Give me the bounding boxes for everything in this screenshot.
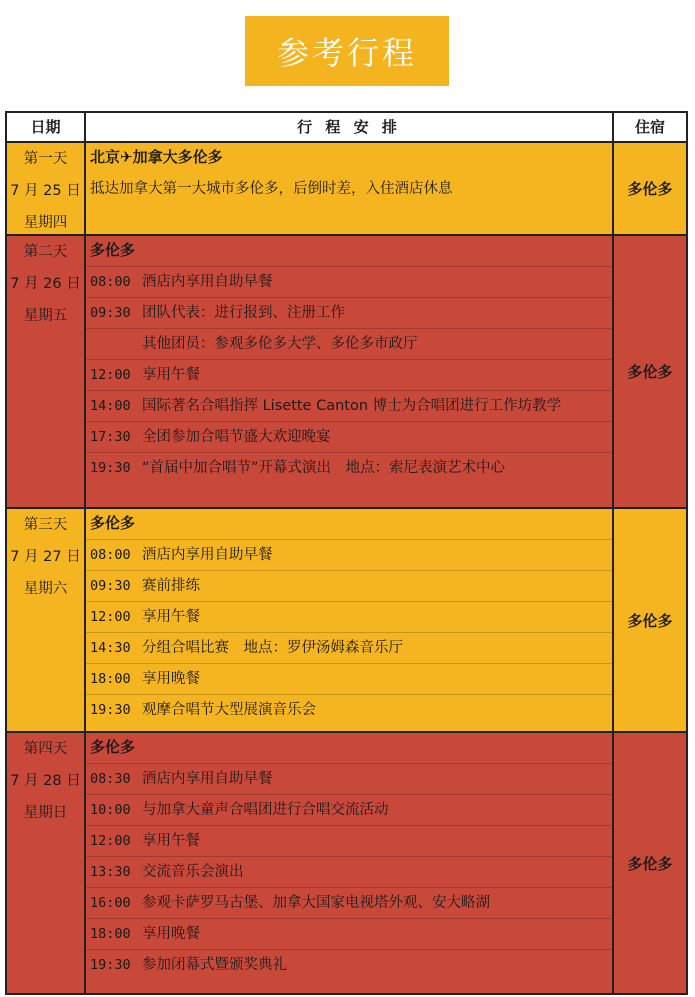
day-headline: 多伦多 (86, 733, 612, 764)
day-block-4 (7, 733, 686, 993)
stay-cell: 多伦多 (627, 180, 673, 198)
schedule-item: 08:00 酒店内享用自助早餐 (86, 267, 612, 298)
weekday-label: 星期四 (23, 215, 68, 231)
date-label: 7 月 27 日 (10, 549, 81, 565)
schedule-cell (86, 509, 612, 726)
schedule-item: 08:00 酒店内享用自助早餐 (86, 540, 612, 571)
schedule-item: 19:30 观摩合唱节大型展演音乐会 (90, 702, 316, 718)
schedule-item: 14:00 国际著名合唱指挥 Lisette Canton 博士为合唱团进行工作坊教学 (86, 391, 612, 422)
header-stay: 住宿 (634, 118, 665, 136)
schedule-item: 16:00 参观卡萨罗马古堡、加拿大国家电视塔外观、安大略湖 (86, 888, 612, 919)
schedule-item: 抵达加拿大第一大城市多伦多，后倒时差，入住酒店休息 (90, 181, 453, 197)
column-divider (84, 113, 86, 993)
date-cell (7, 509, 84, 605)
schedule-item: 09:30 团队代表：进行报到、注册工作 (86, 298, 612, 329)
date-cell (7, 733, 84, 829)
weekday-label: 星期六 (23, 581, 68, 597)
date-cell (7, 236, 84, 332)
date-label: 7 月 25 日 (10, 183, 81, 199)
schedule-item: 18:00 享用晚餐 (86, 919, 612, 950)
schedule-item: 09:30 赛前排练 (86, 571, 612, 602)
weekday-label: 星期日 (23, 805, 68, 821)
table-header (7, 113, 686, 143)
schedule-item: 08:30 酒店内享用自助早餐 (86, 764, 612, 795)
stay-cell: 多伦多 (627, 854, 673, 873)
page-title: 参考行程 (245, 16, 449, 86)
schedule-item: 12:00 享用午餐 (86, 360, 612, 391)
schedule-item: 17:30 全团参加合唱节盛大欢迎晚宴 (86, 422, 612, 453)
day-headline: 多伦多 (86, 509, 612, 540)
day-label: 第四天 (23, 741, 68, 757)
day-block-1 (7, 143, 686, 236)
date-cell (7, 143, 84, 239)
stay-cell: 多伦多 (627, 611, 673, 630)
schedule-item: 18:00 享用晚餐 (86, 664, 612, 695)
schedule-cell (86, 236, 612, 484)
header-date: 日期 (30, 118, 61, 136)
schedule-item: 14:30 分组合唱比赛 地点：罗伊汤姆森音乐厅 (86, 633, 612, 664)
day-label: 第三天 (23, 517, 68, 533)
day-block-3 (7, 509, 686, 733)
schedule-item: 10:00 与加拿大童声合唱团进行合唱交流活动 (86, 795, 612, 826)
date-label: 7 月 28 日 (10, 773, 81, 789)
day-headline: 多伦多 (86, 236, 612, 267)
date-label: 7 月 26 日 (10, 276, 81, 292)
day-headline: 北京✈加拿大多伦多 (90, 148, 223, 166)
schedule-cell (86, 143, 612, 205)
schedule-item: 19:30 参加闭幕式暨颁奖典礼 (90, 957, 287, 973)
day-label: 第一天 (23, 151, 68, 167)
stay-cell: 多伦多 (627, 363, 673, 381)
weekday-label: 星期五 (23, 308, 68, 324)
schedule-item: 其他团员：参观多伦多大学、多伦多市政厅 (86, 329, 612, 360)
schedule-item: 12:00 享用午餐 (86, 602, 612, 633)
day-block-2 (7, 236, 686, 509)
day-label: 第二天 (23, 244, 68, 260)
column-divider (612, 113, 614, 993)
schedule-item: 12:00 享用午餐 (86, 826, 612, 857)
schedule-cell (86, 733, 612, 981)
itinerary-table (5, 111, 688, 995)
schedule-item: 19:30 “首届中加合唱节”开幕式演出 地点：索尼表演艺术中心 (90, 460, 506, 476)
header-schedule: 行 程 安 排 (297, 118, 401, 136)
schedule-item: 13:30 交流音乐会演出 (86, 857, 612, 888)
